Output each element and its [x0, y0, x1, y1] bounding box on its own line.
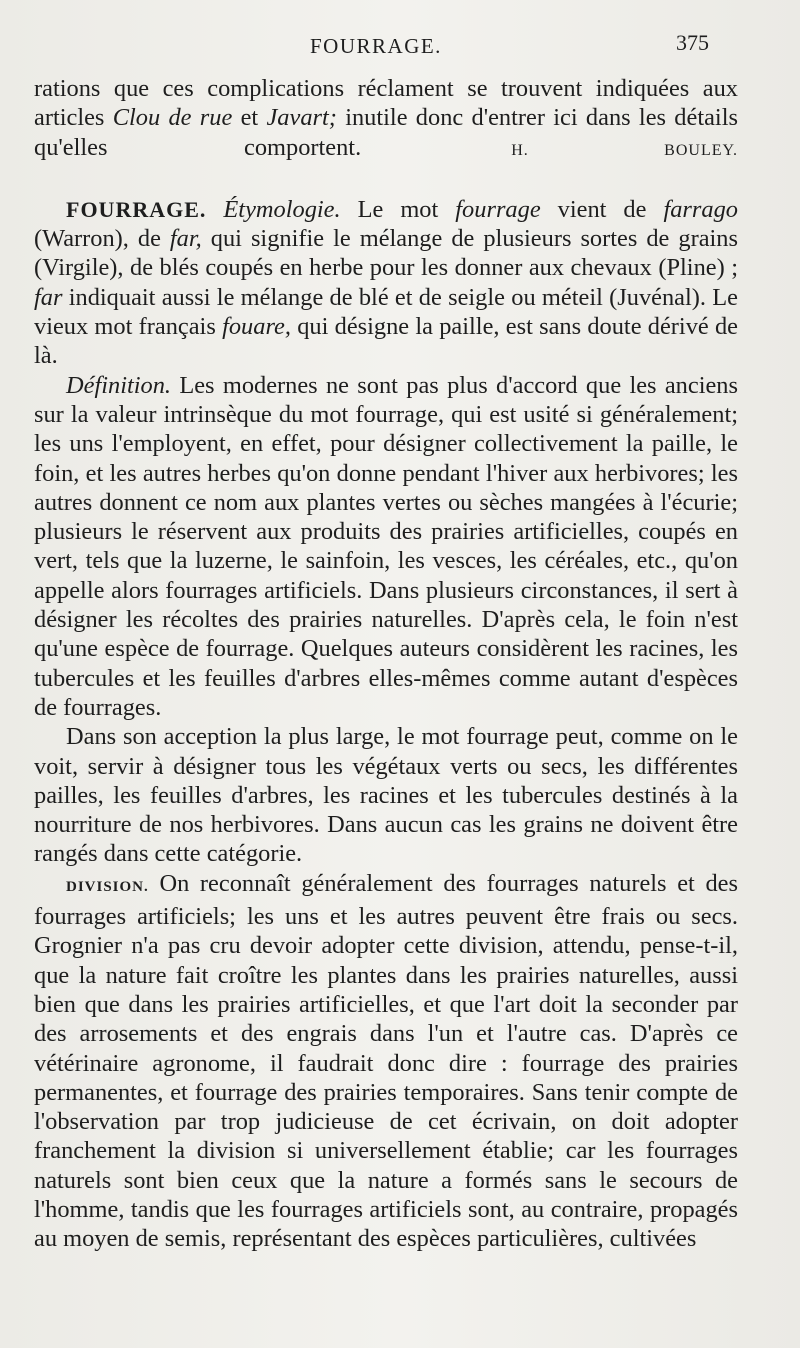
- italic-term: fourrage: [455, 195, 541, 223]
- entry-paragraph-acception: [34, 722, 738, 868]
- text-run: inutile donc d'entrer ici dans les détails qu'elles comportent.: [34, 104, 738, 161]
- italic-term: Javart;: [266, 104, 337, 132]
- entry-headword: FOURRAGE.: [66, 196, 207, 222]
- text-run: Dans son acception la plus large, le mot fourrage peut, comme on le voit, servir à désigner tous les végétaux verts ou secs, les différentes pailles, les feuilles d'arbres, les racines et les tubercules destinés à la nourriture de nos herbivores. Dans aucun cas les grains ne doivent être rangés dans cette catégorie.: [34, 723, 738, 868]
- section-gap: [34, 165, 738, 195]
- italic-term: fouare,: [222, 313, 291, 341]
- italic-term: far: [34, 283, 63, 311]
- text-run: Les modernes ne sont pas plus d'accord que les anciens sur la valeur intrinsèque du mot fourrage, qui est usité si généralement; les uns l'employent, en effet, pour désigner collectivement la paille, le foin, et les autres herbes qu'on donne pendant l'hiver aux herbivores; les autres donnent ce nom aux plantes vertes ou sèches mangées à l'écurie; plusieurs le réservent aux produits des prairies artificielles, coupés en vert, tels que la luzerne, le sainfoin, les vesces, les céréales, etc., qu'on appelle alors fourrages artificiels. Dans plusieurs circonstances, il sert à désigner les récoltes des prairies naturelles. D'après cela, le foin n'est qu'une espèce de fourrage. Quelques auteurs considèrent les racines, les tubercules et les feuilles d'arbres elles-mêmes comme autant d'espèces de fourrages.: [34, 371, 738, 721]
- entry-paragraph-etymology: [34, 195, 738, 371]
- entry-paragraph-definition: [34, 371, 738, 723]
- entry-paragraph-division: [34, 869, 738, 1254]
- running-head: [0, 30, 800, 60]
- text-run: qui signifie le mélange de plusieurs sortes de grains (Virgile), de blés coupés en herbe pour les donner aux chevaux (Pline) ;: [34, 225, 738, 282]
- italic-term: Clou de rue: [112, 104, 233, 132]
- main-text: [34, 74, 738, 1254]
- author-signature: H. BOULEY.: [511, 141, 738, 159]
- text-run: (Warron), de: [34, 225, 170, 253]
- page-number: 375: [676, 30, 709, 55]
- text-run: qui désigne la paille, est sans doute dérivé de là.: [34, 313, 738, 370]
- paragraph-continuation: [34, 74, 738, 165]
- text-run: vient de: [540, 195, 664, 223]
- italic-term: far,: [169, 225, 202, 253]
- division-label: DIVISION.: [66, 878, 149, 895]
- text-run: Le mot: [340, 195, 456, 223]
- running-title: FOURRAGE.: [310, 34, 442, 58]
- text-run: rations que ces complications réclament se trouvent indiquées aux articles: [34, 75, 738, 132]
- text-run: On reconnaît généralement des fourrages naturels et des fourrages artificiels; les uns et les autres peuvent être frais ou secs. Grognier n'a pas cru devoir adopter cette division, attendu, pense-t-il, que la nature fait croître les plantes dans les prairies naturelles, aussi bien que dans les prairies artificielles, et que l'art doit la seconder par des arrosements et des engrais dans l'un et l'autre cas. D'après ce vétérinaire agronome, il faudrait donc dire : fourrage des prairies permanentes, et fourrage des prairies temporaires. Sans tenir compte de l'observation par trop judicieuse de cet écrivain, on doit adopter franchement la division si universellement établie; car les fourrages naturels sont bien ceux que la nature a formés sans le secours de l'homme, tandis que les fourrages artificiels sont, au contraire, propagés au moyen de semis, représentant des espèces particulières, cultivées: [34, 869, 738, 1253]
- text-run: et: [232, 104, 267, 132]
- text-run: indiquait aussi le mélange de blé et de seigle ou méteil (Juvénal). Le vieux mot français: [34, 283, 738, 341]
- etymology-label: Étymologie.: [223, 195, 341, 223]
- italic-term: farrago: [663, 195, 738, 223]
- definition-label: Définition.: [66, 371, 172, 399]
